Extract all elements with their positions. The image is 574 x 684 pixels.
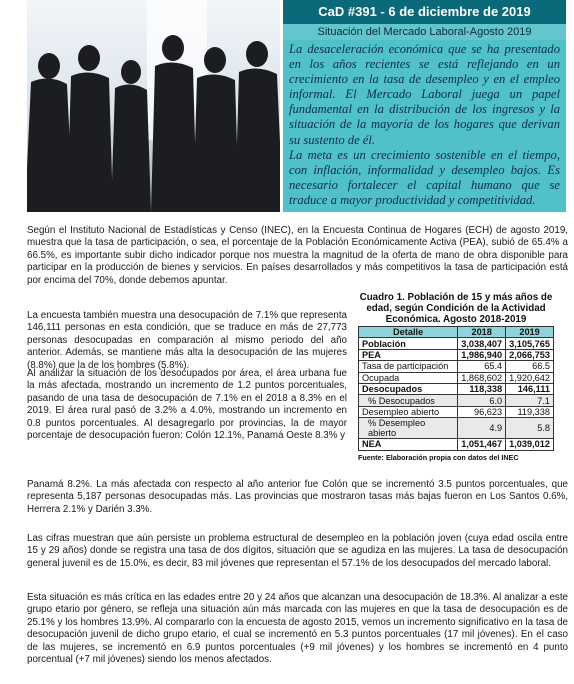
body-paragraph-3b: Panamá 8.2%. La más afectada con respecto al año anterior fue Colón que se incrementó 3.5 puntos porcentuales, que representa 5,187 personas desocupadas más. Las provincias que mostraron tasas más bajas fueron en Los Santos 0.6%, Herrera 2.1% y Darién 3.3%. [27, 479, 568, 515]
cell-2019: 119,338 [506, 406, 554, 417]
cell-2019: 5.8 [506, 418, 554, 439]
cell-2019: 2,066,753 [506, 349, 554, 360]
cell-2019: 7.1 [506, 395, 554, 406]
cell-2018: 6.0 [458, 395, 506, 406]
header-photo [27, 0, 280, 212]
body-paragraph-1: Según el Instituto Nacional de Estadísticas y Censo (INEC), en la Encuesta Continua de Hogares (ECH) de agosto 2019, muestra que la tasa de participación, o sea, el porcentaje de la Población Económicamente Activa (PEA), subió de 65.4% a 66.5%, es importante subir dicho indicador porque nos muestra la magnitud de la oferta de mano de obra disponible para participar en la producción de bienes y servicios. En países desarrollados y más competitivos la tasa de participación está por encima del 70%, donde debemos apuntar. [27, 225, 568, 286]
cell-2019: 1,039,012 [506, 439, 554, 450]
cell-2019: 66.5 [506, 361, 554, 372]
row-label: Ocupada [359, 372, 458, 383]
intro-paragraph-2: La meta es un crecimiento sostenible en el tiempo, con inflación, informalidad y desempleo bajos. Es necesario fortalecer el capital humano que se traduce a mayor productividad y competitividad. [289, 147, 560, 207]
issue-subtitle: Situación del Mercado Laboral-Agosto 2019 [283, 24, 566, 40]
silhouettes-image [27, 0, 280, 212]
table-row [359, 395, 554, 406]
intro-box [283, 40, 566, 212]
issue-title: CaD #391 - 6 de diciembre de 2019 [283, 0, 566, 24]
row-label: Desocupados [359, 383, 458, 394]
col-header-detalle: Detalle [359, 327, 458, 338]
table-row [359, 338, 554, 349]
row-label: Población [359, 338, 458, 349]
cell-2019: 1,920,642 [506, 372, 554, 383]
table-row [359, 361, 554, 372]
body-paragraph-3a: Al analizar la situación de los desocupados por área, el área urbana fue la más afectada, mostrando un incremento de 1.2 puntos porcentuales, pasando de una tasa de desocupación de 7.1% en el 2018 a 8.3% en el 2019. El área rural pasó de 3.2% a 4.0%, mostrando un incremento en 0.8 puntos porcentuales. Al desagregarlo por provincias, la de mayor porcentaje de desocupación fueron: Colón 12.1%, Panamá Oeste 8.3% y [27, 368, 347, 442]
body-paragraph-5: Esta situación es más crítica en las edades entre 20 y 24 años que alcanzan una desocupación de 18.3%. Al analizar a este grupo etario por género, se refleja una situación aún más marcada con las mujeres en que la tasa de desocupación es de 25.1% y los hombres 13.9%. Al compararlo con la encuesta de agosto 2015, vemos un incremento significativo en la tasa de desocupación juvenil de dicho grupo etario, el cual se incrementó en 5.3 puntos porcentuales (17 mil jóvenes). En el caso de las mujeres, se incrementó en 6.9 puntos porcentuales (+9 mil jóvenes) y los hombres se incrementó en 4 punto porcentual (+7 mil jóvenes) siendo los menos afectados. [27, 592, 568, 666]
cell-2018: 1,986,940 [458, 349, 506, 360]
table-row [359, 349, 554, 360]
col-header-2018: 2018 [458, 327, 506, 338]
cell-2019: 146,111 [506, 383, 554, 394]
table-caption: Cuadro 1. Población de 15 y más años de edad, según Condición de la Actividad Económica. Agosto 2018-2019 [359, 292, 553, 325]
intro-paragraph-1: La desaceleración económica que se ha presentado en los años recientes se está reflejando en un crecimiento en la tasa de desempleo y en el empleo informal. El Mercado Laboral juega un papel fundamental en la distribución de los ingresos y la situación de la mayoría de los hogares que derivan su sustento de él. [289, 42, 560, 147]
cell-2018: 1,051,467 [458, 439, 506, 450]
cell-2018: 3,038,407 [458, 338, 506, 349]
table-row [359, 372, 554, 383]
table-row [359, 439, 554, 450]
employment-table [358, 326, 554, 451]
row-label: Tasa de participación [359, 361, 458, 372]
row-label: % Desempleo abierto [359, 418, 458, 439]
table-row [359, 406, 554, 417]
table-row [359, 383, 554, 394]
row-label: Desempleo abierto [359, 406, 458, 417]
row-label: PEA [359, 349, 458, 360]
data-table-box [358, 292, 554, 463]
cell-2018: 118,338 [458, 383, 506, 394]
body-paragraph-4: Las cifras muestran que aún persiste un problema estructural de desempleo en la población joven (cuya edad oscila entre 15 y 29 años) donde se registra una tasa de dos dígitos, situación que se agudiza en las mujeres. La tasa de desocupación general juvenil es de 15.0%, es decir, 83 mil jóvenes que representan el 57.1% de los desocupados del mercado laboral. [27, 533, 568, 569]
body-paragraph-2: La encuesta también muestra una desocupación de 7.1% que representa 146,111 personas en esta condición, que se traduce en más de 27,773 personas desocupadas en comparación al mismo periodo del año anterior. Además, se mantiene más alta la desocupación de las mujeres (8.8%) que la de los hombres (5.8%). [27, 310, 347, 371]
cell-2019: 3,105,765 [506, 338, 554, 349]
table-row [359, 418, 554, 439]
table-source: Fuente: Elaboración propia con datos del INEC [358, 452, 519, 462]
row-label: NEA [359, 439, 458, 450]
row-label: % Desocupados [359, 395, 458, 406]
cell-2018: 1,868,602 [458, 372, 506, 383]
col-header-2019: 2019 [506, 327, 554, 338]
table-header-row [359, 327, 554, 338]
cell-2018: 4.9 [458, 418, 506, 439]
cell-2018: 65.4 [458, 361, 506, 372]
cell-2018: 96,623 [458, 406, 506, 417]
